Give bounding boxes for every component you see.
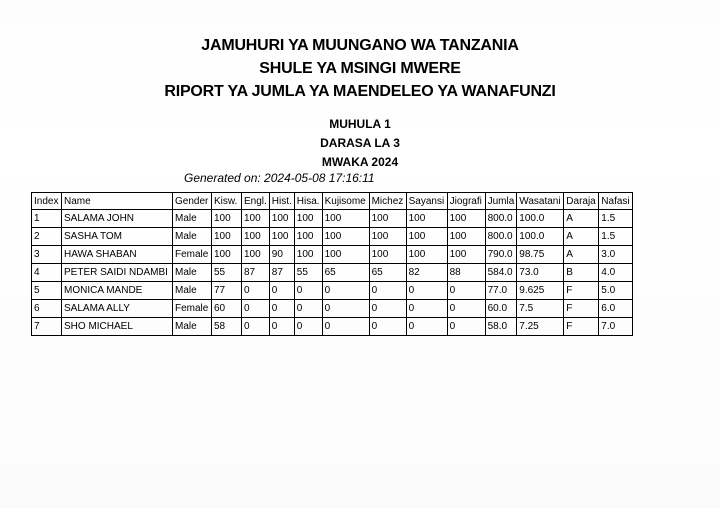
cell-michezo: 100 bbox=[369, 246, 406, 264]
cell-english: 100 bbox=[242, 246, 270, 264]
cell-jiografia: 100 bbox=[447, 228, 485, 246]
cell-index: 6 bbox=[32, 300, 62, 318]
table-row bbox=[32, 318, 633, 336]
cell-wastani: 100.0 bbox=[517, 228, 564, 246]
cell-index: 3 bbox=[32, 246, 62, 264]
cell-jiografia: 0 bbox=[447, 282, 485, 300]
cell-jiografia: 88 bbox=[447, 264, 485, 282]
table-header-row bbox=[32, 193, 633, 210]
cell-daraja: B bbox=[564, 264, 599, 282]
cell-english: 0 bbox=[242, 300, 270, 318]
cell-name: SALAMA ALLY bbox=[62, 300, 173, 318]
cell-jumla: 584.0 bbox=[485, 264, 517, 282]
cell-kujisome: 100 bbox=[322, 210, 369, 228]
cell-index: 7 bbox=[32, 318, 62, 336]
cell-gender: Male bbox=[173, 264, 212, 282]
cell-english: 0 bbox=[242, 318, 270, 336]
col-english: Engl. bbox=[242, 193, 270, 210]
cell-michezo: 0 bbox=[369, 282, 406, 300]
cell-english: 100 bbox=[242, 210, 270, 228]
cell-name: HAWA SHABAN bbox=[62, 246, 173, 264]
cell-nafasi: 4.0 bbox=[599, 264, 632, 282]
cell-michezo: 65 bbox=[369, 264, 406, 282]
cell-michezo: 100 bbox=[369, 210, 406, 228]
col-sayansi: Sayansi bbox=[406, 193, 447, 210]
cell-sayansi: 0 bbox=[406, 300, 447, 318]
table-row bbox=[32, 228, 633, 246]
col-history: Hist. bbox=[269, 193, 294, 210]
cell-name: SALAMA JOHN bbox=[62, 210, 173, 228]
cell-sayansi: 100 bbox=[406, 246, 447, 264]
cell-kiswahili: 100 bbox=[212, 246, 242, 264]
cell-hisabati: 0 bbox=[294, 282, 322, 300]
table-row bbox=[32, 264, 633, 282]
col-kiswahili: Kisw. bbox=[212, 193, 242, 210]
cell-wastani: 98.75 bbox=[517, 246, 564, 264]
cell-wastani: 7.5 bbox=[517, 300, 564, 318]
cell-jumla: 790.0 bbox=[485, 246, 517, 264]
cell-history: 90 bbox=[269, 246, 294, 264]
cell-daraja: F bbox=[564, 318, 599, 336]
cell-jumla: 800.0 bbox=[485, 228, 517, 246]
cell-kujisome: 0 bbox=[322, 300, 369, 318]
cell-hisabati: 0 bbox=[294, 300, 322, 318]
cell-jiografia: 0 bbox=[447, 318, 485, 336]
cell-kiswahili: 58 bbox=[212, 318, 242, 336]
term-label: MUHULA 1 bbox=[329, 117, 391, 131]
cell-nafasi: 1.5 bbox=[599, 210, 632, 228]
cell-history: 0 bbox=[269, 282, 294, 300]
col-hisabati: Hisa. bbox=[294, 193, 322, 210]
table-row bbox=[32, 300, 633, 318]
cell-name: MONICA MANDE bbox=[62, 282, 173, 300]
cell-kiswahili: 60 bbox=[212, 300, 242, 318]
cell-nafasi: 1.5 bbox=[599, 228, 632, 246]
cell-kiswahili: 77 bbox=[212, 282, 242, 300]
report-title: RIPORT YA JUMLA YA MAENDELEO YA WANAFUNZI bbox=[164, 83, 556, 100]
cell-hisabati: 100 bbox=[294, 210, 322, 228]
cell-kiswahili: 55 bbox=[212, 264, 242, 282]
table-row bbox=[32, 246, 633, 264]
cell-kujisome: 65 bbox=[322, 264, 369, 282]
cell-gender: Male bbox=[173, 210, 212, 228]
cell-index: 1 bbox=[32, 210, 62, 228]
cell-jumla: 60.0 bbox=[485, 300, 517, 318]
cell-nafasi: 7.0 bbox=[599, 318, 632, 336]
cell-name: SHO MICHAEL bbox=[62, 318, 173, 336]
country-title: JAMUHURI YA MUUNGANO WA TANZANIA bbox=[201, 37, 519, 54]
cell-index: 4 bbox=[32, 264, 62, 282]
col-jumla: Jumla bbox=[485, 193, 517, 210]
cell-jumla: 77.0 bbox=[485, 282, 517, 300]
cell-kujisome: 100 bbox=[322, 246, 369, 264]
cell-nafasi: 5.0 bbox=[599, 282, 632, 300]
results-table bbox=[31, 192, 633, 336]
cell-history: 100 bbox=[269, 210, 294, 228]
cell-index: 2 bbox=[32, 228, 62, 246]
cell-wastani: 100.0 bbox=[517, 210, 564, 228]
cell-history: 87 bbox=[269, 264, 294, 282]
cell-kiswahili: 100 bbox=[212, 210, 242, 228]
school-name: SHULE YA MSINGI MWERE bbox=[259, 60, 461, 77]
cell-gender: Male bbox=[173, 318, 212, 336]
col-kujisome: Kujisome bbox=[322, 193, 369, 210]
cell-nafasi: 3.0 bbox=[599, 246, 632, 264]
cell-gender: Female bbox=[173, 246, 212, 264]
col-nafasi: Nafasi bbox=[599, 193, 632, 210]
cell-english: 100 bbox=[242, 228, 270, 246]
cell-jiografia: 100 bbox=[447, 246, 485, 264]
cell-daraja: A bbox=[564, 228, 599, 246]
cell-kiswahili: 100 bbox=[212, 228, 242, 246]
cell-history: 0 bbox=[269, 318, 294, 336]
col-michezo: Michez bbox=[369, 193, 406, 210]
col-daraja: Daraja bbox=[564, 193, 599, 210]
cell-gender: Female bbox=[173, 300, 212, 318]
cell-hisabati: 0 bbox=[294, 318, 322, 336]
cell-english: 87 bbox=[242, 264, 270, 282]
cell-hisabati: 100 bbox=[294, 246, 322, 264]
cell-name: PETER SAIDI NDAMBI bbox=[62, 264, 173, 282]
cell-history: 0 bbox=[269, 300, 294, 318]
year-label: MWAKA 2024 bbox=[321, 155, 399, 169]
cell-kujisome: 0 bbox=[322, 282, 369, 300]
cell-nafasi: 6.0 bbox=[599, 300, 632, 318]
cell-name: SASHA TOM bbox=[62, 228, 173, 246]
cell-daraja: F bbox=[564, 282, 599, 300]
cell-sayansi: 100 bbox=[406, 210, 447, 228]
cell-jumla: 58.0 bbox=[485, 318, 517, 336]
cell-michezo: 0 bbox=[369, 300, 406, 318]
cell-sayansi: 0 bbox=[406, 318, 447, 336]
col-jiografia: Jiografi bbox=[447, 193, 485, 210]
col-wastani: Wasatani bbox=[517, 193, 564, 210]
cell-gender: Male bbox=[173, 228, 212, 246]
cell-kujisome: 0 bbox=[322, 318, 369, 336]
cell-wastani: 73.0 bbox=[517, 264, 564, 282]
cell-michezo: 100 bbox=[369, 228, 406, 246]
generated-timestamp: Generated on: 2024-05-08 17:16:11 bbox=[184, 171, 375, 185]
cell-daraja: A bbox=[564, 210, 599, 228]
cell-jiografia: 0 bbox=[447, 300, 485, 318]
cell-english: 0 bbox=[242, 282, 270, 300]
cell-sayansi: 82 bbox=[406, 264, 447, 282]
cell-kujisome: 100 bbox=[322, 228, 369, 246]
cell-wastani: 7.25 bbox=[517, 318, 564, 336]
col-index: Index bbox=[32, 193, 62, 210]
cell-history: 100 bbox=[269, 228, 294, 246]
table-row bbox=[32, 282, 633, 300]
cell-sayansi: 0 bbox=[406, 282, 447, 300]
cell-hisabati: 100 bbox=[294, 228, 322, 246]
report-header bbox=[0, 34, 720, 172]
cell-index: 5 bbox=[32, 282, 62, 300]
col-name: Name bbox=[62, 193, 173, 210]
cell-wastani: 9.625 bbox=[517, 282, 564, 300]
cell-daraja: F bbox=[564, 300, 599, 318]
cell-jiografia: 100 bbox=[447, 210, 485, 228]
cell-daraja: A bbox=[564, 246, 599, 264]
col-gender: Gender bbox=[173, 193, 212, 210]
cell-gender: Male bbox=[173, 282, 212, 300]
cell-sayansi: 100 bbox=[406, 228, 447, 246]
report-meta bbox=[0, 115, 720, 172]
cell-michezo: 0 bbox=[369, 318, 406, 336]
cell-hisabati: 55 bbox=[294, 264, 322, 282]
class-label: DARASA LA 3 bbox=[320, 136, 400, 150]
table-row bbox=[32, 210, 633, 228]
cell-jumla: 800.0 bbox=[485, 210, 517, 228]
